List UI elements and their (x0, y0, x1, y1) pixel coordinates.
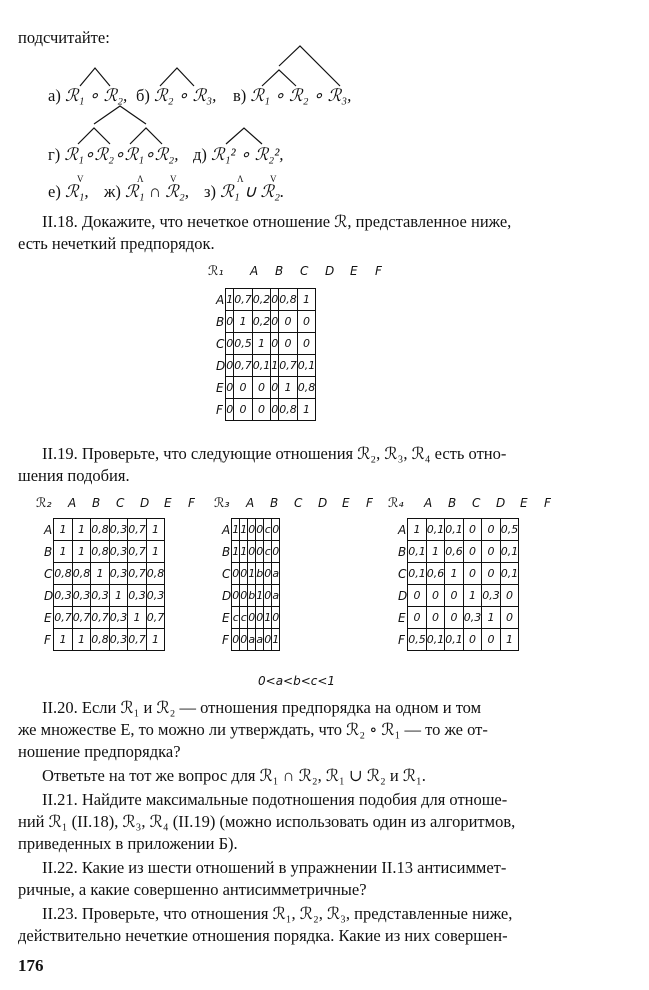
m3-cell: 0 (240, 629, 248, 651)
m4-row (398, 607, 519, 629)
m2-cell: 1 (91, 563, 110, 585)
op-g-label: г) (48, 145, 61, 164)
m3-row-header: B (222, 544, 231, 559)
m2-cell: 0,8 (91, 519, 110, 541)
m3-cell: 0 (256, 541, 264, 563)
m4-cell: 0 (426, 585, 445, 607)
m2-cell: 1 (146, 629, 165, 651)
p21-line2: ний ℛ₁ (II.18), ℛ₃, ℛ₄ (II.19) (можно использовать один из алгоритмов, (18, 812, 516, 831)
m4-cell: 0 (445, 607, 464, 629)
m2-row (44, 519, 165, 541)
op-a (48, 86, 127, 106)
m1-cell: 0,2 (252, 311, 271, 333)
m3-cell: 0 (232, 585, 240, 607)
m3-cell: 0 (272, 607, 280, 629)
m3-cell: a (272, 585, 280, 607)
op-d-label: д) (193, 145, 207, 164)
matrix-r3-note: 0<a<b<c<1 (258, 674, 336, 688)
m1-cell: 0 (279, 311, 298, 333)
p18-line2: есть нечеткий предпорядок. (18, 234, 215, 253)
m3-row (222, 519, 280, 541)
tree-g-right (130, 128, 162, 144)
m3-cell: c (264, 519, 272, 541)
m3-cell: 0 (232, 629, 240, 651)
m2-cell: 0,3 (109, 519, 128, 541)
tree-g-top (94, 106, 146, 124)
m4-cell: 0,6 (445, 541, 464, 563)
m3-cell: 1 (240, 541, 248, 563)
m1-cell: 0 (271, 377, 279, 399)
m2-cell: 1 (128, 607, 147, 629)
m4-row-header: B (398, 544, 407, 559)
m1-cell: 0,8 (297, 377, 316, 399)
m2-row-header: B (44, 544, 53, 559)
m4-cell: 0 (482, 519, 501, 541)
op-b (136, 86, 216, 106)
mark-zh-2: V (170, 174, 177, 184)
m3-cell: 1 (248, 563, 256, 585)
m1-cell: 0,8 (279, 289, 298, 311)
m4-cell: 1 (408, 519, 427, 541)
m1-row-header: B (216, 314, 225, 329)
m3-cell: b (248, 585, 256, 607)
m4-row-header: D (398, 588, 408, 603)
m3-cell: 1 (232, 519, 240, 541)
m2-row (44, 629, 165, 651)
m2-cell: 0,7 (91, 607, 110, 629)
m1-cell: 0 (226, 377, 234, 399)
p23-line2: действительно нечеткие отношения порядка. Какие из них совершен- (18, 926, 508, 945)
m1-cell: 1 (234, 311, 253, 333)
m3-col-2: C (294, 496, 303, 510)
op-e-expr: ℛ₁, (64, 182, 89, 201)
m2-row (44, 607, 165, 629)
m1-row (216, 355, 316, 377)
m4-cell: 0 (463, 541, 482, 563)
m1-row (216, 289, 316, 311)
matrix-r4-name: ℛ₄ (388, 496, 404, 511)
m4-col-1: B (448, 496, 457, 510)
m1-cell: 0,7 (234, 289, 253, 311)
m1-row (216, 377, 316, 399)
matrix-r2-name: ℛ₂ (36, 496, 52, 511)
m4-col-2: C (472, 496, 481, 510)
op-b-label: б) (136, 86, 150, 105)
m2-row (44, 585, 165, 607)
m4-cell: 0,1 (445, 629, 464, 651)
m4-row (398, 629, 519, 651)
op-d-expr: ℛ₁² ∘ ℛ₂², (211, 145, 284, 164)
m2-cell: 0,8 (91, 629, 110, 651)
op-g-expr: ℛ₁∘ℛ₂∘ℛ₁∘ℛ₂, (64, 145, 179, 164)
m2-cell: 0,3 (109, 607, 128, 629)
m1-col-5: F (375, 264, 382, 278)
m1-cell: 0 (226, 333, 234, 355)
m4-row-header: F (398, 632, 405, 647)
op-z-expr: ℛ₁ ∪ ℛ₂. (220, 182, 285, 201)
m2-cell: 1 (72, 629, 91, 651)
m4-cell: 0,5 (500, 519, 519, 541)
tree-b (160, 68, 194, 86)
mark-z-2: V (270, 174, 277, 184)
op-v-expr: ℛ₁ ∘ ℛ₂ ∘ ℛ₃, (250, 86, 352, 105)
m3-cell: 0 (264, 563, 272, 585)
m3-cell: 1 (232, 541, 240, 563)
m2-cell: 0,3 (146, 585, 165, 607)
m1-cell: 0 (252, 399, 271, 421)
m4-cell: 0,1 (426, 519, 445, 541)
m3-cell: 0 (240, 585, 248, 607)
m2-cell: 0,8 (72, 563, 91, 585)
op-e (48, 182, 89, 202)
m1-cell: 0,8 (279, 399, 298, 421)
m4-cell: 0,3 (482, 585, 501, 607)
m1-row (216, 311, 316, 333)
m4-cell: 0 (408, 585, 427, 607)
m3-col-5: F (366, 496, 373, 510)
p21-line3: приведенных в приложении Б). (18, 834, 238, 853)
m2-cell: 1 (146, 541, 165, 563)
m4-cell: 0 (482, 563, 501, 585)
m2-col-0: A (68, 496, 77, 510)
m2-row (44, 563, 165, 585)
m2-cell: 0,8 (91, 541, 110, 563)
m4-cell: 0 (463, 563, 482, 585)
m4-cell: 0,6 (426, 563, 445, 585)
m4-cell: 1 (463, 585, 482, 607)
m2-cell: 0,8 (54, 563, 73, 585)
m1-col-1: B (275, 264, 284, 278)
m1-cell: 0 (234, 377, 253, 399)
m4-cell: 0 (445, 585, 464, 607)
m2-cell: 0,3 (54, 585, 73, 607)
m1-cell: 0 (271, 333, 279, 355)
p23-line1: II.23. Проверьте, что отношения ℛ₁, ℛ₂, ℛ₃, представленные ниже, (42, 904, 513, 923)
m1-cell: 1 (252, 333, 271, 355)
m3-row-header: C (222, 566, 231, 581)
m2-row-header: A (44, 522, 53, 537)
op-g (48, 145, 178, 165)
m1-row-header: E (216, 380, 224, 395)
m3-row (222, 585, 280, 607)
m1-cell: 0 (226, 311, 234, 333)
m2-cell: 1 (72, 519, 91, 541)
m3-row-header: D (222, 588, 232, 603)
m2-row-header: C (44, 566, 53, 581)
p20-line1: II.20. Если ℛ₁ и ℛ₂ — отношения предпорядка на одном и том (42, 698, 482, 717)
page-number: 176 (18, 956, 44, 975)
m1-row (216, 333, 316, 355)
m4-cell: 1 (445, 563, 464, 585)
m3-cell: a (256, 629, 264, 651)
m1-row-header: A (216, 292, 225, 307)
m3-cell: 1 (240, 519, 248, 541)
m3-cell: c (240, 607, 248, 629)
m1-cell: 0,2 (252, 289, 271, 311)
m4-cell: 0,5 (408, 629, 427, 651)
m3-row-header: E (222, 610, 230, 625)
m1-col-2: C (300, 264, 309, 278)
m3-row (222, 629, 280, 651)
m4-row (398, 563, 519, 585)
mark-z-1: Λ (237, 174, 244, 184)
m4-cell: 1 (426, 541, 445, 563)
m1-row-header: D (216, 358, 226, 373)
p19-line2: шения подобия. (18, 466, 130, 485)
m4-cell: 0,1 (500, 563, 519, 585)
m2-cell: 0,3 (128, 585, 147, 607)
m3-cell: 0 (272, 519, 280, 541)
m1-cell: 0,5 (234, 333, 253, 355)
m3-col-1: B (270, 496, 279, 510)
m2-cell: 0,3 (72, 585, 91, 607)
m3-cell: 0 (248, 607, 256, 629)
tree-d (226, 128, 262, 144)
m1-row-header: F (216, 402, 223, 417)
tree-a (80, 68, 110, 86)
op-z-label: з) (204, 182, 217, 201)
m2-col-4: E (164, 496, 172, 510)
m1-cell: 0 (252, 377, 271, 399)
m3-cell: a (248, 629, 256, 651)
m2-cell: 0,7 (128, 519, 147, 541)
m1-cell: 0 (271, 289, 279, 311)
m2-col-2: C (116, 496, 125, 510)
m3-row-header: A (222, 522, 231, 537)
m2-cell: 0,3 (109, 541, 128, 563)
m4-row (398, 519, 519, 541)
m1-col-4: E (350, 264, 358, 278)
m4-col-0: A (424, 496, 433, 510)
m1-cell: 0 (271, 311, 279, 333)
m3-cell: 0 (248, 519, 256, 541)
m4-row (398, 585, 519, 607)
matrix-r3-name: ℛ₃ (214, 496, 230, 511)
m4-cell: 0 (482, 629, 501, 651)
mark-e: V (77, 174, 84, 184)
p20-line2: же множестве E, то можно ли утверждать, что ℛ₂ ∘ ℛ₁ — то же от- (18, 720, 488, 739)
m3-cell: 0 (264, 585, 272, 607)
m4-row (398, 541, 519, 563)
m1-cell: 1 (271, 355, 279, 377)
op-a-label: а) (48, 86, 61, 105)
m3-cell: 0 (248, 541, 256, 563)
p20-line4: Ответьте на тот же вопрос для ℛ₁ ∩ ℛ₂, ℛ₁ ∪ ℛ₂ и ℛ₁. (42, 766, 426, 785)
op-a-expr: ℛ₁ ∘ ℛ₂, (64, 86, 128, 105)
m2-cell: 0,7 (146, 607, 165, 629)
m3-cell: 0 (264, 629, 272, 651)
op-zh-expr: ℛ₁ ∩ ℛ₂, (125, 182, 190, 201)
m4-cell: 0 (408, 607, 427, 629)
p18-line1: II.18. Докажите, что нечеткое отношение ℛ, представленное ниже, (42, 212, 512, 231)
matrix-r1-table (216, 288, 316, 421)
m4-cell: 0,1 (426, 629, 445, 651)
op-v-label: в) (233, 86, 247, 105)
m1-cell: 1 (297, 289, 316, 311)
m1-cell: 0 (234, 399, 253, 421)
m2-row-header: E (44, 610, 52, 625)
op-v (233, 86, 351, 106)
m3-cell: 0 (256, 607, 264, 629)
m4-cell: 0,3 (463, 607, 482, 629)
m4-cell: 0,1 (408, 563, 427, 585)
m1-col-0: A (250, 264, 259, 278)
m2-cell: 1 (109, 585, 128, 607)
m2-cell: 1 (54, 541, 73, 563)
m3-cell: 1 (256, 585, 264, 607)
p22-line2: ричные, а какие совершенно антисимметричные? (18, 880, 367, 899)
m2-col-1: B (92, 496, 101, 510)
m1-cell: 0,1 (297, 355, 316, 377)
m3-row (222, 541, 280, 563)
m3-cell: 0 (272, 541, 280, 563)
m2-row (44, 541, 165, 563)
m1-cell: 1 (297, 399, 316, 421)
m4-row-header: E (398, 610, 406, 625)
m2-cell: 1 (146, 519, 165, 541)
m2-cell: 0,3 (109, 563, 128, 585)
m4-col-4: E (520, 496, 528, 510)
m2-cell: 1 (72, 541, 91, 563)
mark-zh-1: Λ (137, 174, 144, 184)
m3-row-header: F (222, 632, 229, 647)
m4-row-header: C (398, 566, 407, 581)
m1-row (216, 399, 316, 421)
m4-cell: 0 (463, 629, 482, 651)
m1-cell: 0 (279, 333, 298, 355)
m2-col-3: D (140, 496, 150, 510)
m3-cell: c (264, 541, 272, 563)
m1-cell: 0 (226, 399, 234, 421)
m4-cell: 0,1 (445, 519, 464, 541)
matrix-r1-name: ℛ₁ (208, 264, 224, 279)
m1-cell: 1 (279, 377, 298, 399)
m3-col-0: A (246, 496, 255, 510)
m4-col-5: F (544, 496, 551, 510)
op-b-expr: ℛ₂ ∘ ℛ₃, (154, 86, 217, 105)
op-z (204, 182, 284, 202)
m4-cell: 0 (500, 585, 519, 607)
p19-line1: II.19. Проверьте, что следующие отношения ℛ₂, ℛ₃, ℛ₄ есть отно- (42, 444, 507, 463)
p21-line1: II.21. Найдите максимальные подотношения подобия для отноше- (42, 790, 508, 809)
m2-cell: 0,7 (128, 541, 147, 563)
m3-cell: 0 (232, 563, 240, 585)
intro-text: подсчитайте: (18, 28, 110, 47)
m3-cell: 1 (264, 607, 272, 629)
m4-cell: 1 (482, 607, 501, 629)
tree-g-left (78, 128, 110, 144)
m3-row (222, 563, 280, 585)
matrix-r4-table (398, 518, 519, 651)
m1-row-header: C (216, 336, 225, 351)
m4-cell: 0 (426, 607, 445, 629)
m1-cell: 0,1 (252, 355, 271, 377)
p20-line3: ношение предпорядка? (18, 742, 181, 761)
m2-cell: 0,3 (91, 585, 110, 607)
m2-cell: 0,7 (128, 629, 147, 651)
op-e-label: е) (48, 182, 61, 201)
m1-cell: 0 (297, 311, 316, 333)
matrix-r2-table (44, 518, 165, 651)
m3-cell: a (272, 563, 280, 585)
m1-cell: 0,7 (234, 355, 253, 377)
m1-cell: 0 (297, 333, 316, 355)
m4-cell: 0,1 (408, 541, 427, 563)
m4-col-3: D (496, 496, 506, 510)
m2-cell: 0,7 (128, 563, 147, 585)
m2-cell: 1 (54, 519, 73, 541)
m2-cell: 0,3 (109, 629, 128, 651)
m4-cell: 0 (482, 541, 501, 563)
m2-cell: 0,7 (72, 607, 91, 629)
m1-cell: 0,7 (279, 355, 298, 377)
m3-cell: 1 (272, 629, 280, 651)
op-d (193, 145, 284, 165)
m1-cell: 0 (226, 355, 234, 377)
m1-cell: 0 (271, 399, 279, 421)
m4-cell: 0,1 (500, 541, 519, 563)
m2-col-5: F (188, 496, 195, 510)
m4-cell: 0 (463, 519, 482, 541)
tree-v-outer (279, 46, 340, 86)
m3-cell: 0 (240, 563, 248, 585)
m4-cell: 0 (500, 607, 519, 629)
m2-cell: 0,8 (146, 563, 165, 585)
m2-row-header: D (44, 588, 54, 603)
m2-cell: 1 (54, 629, 73, 651)
m3-cell: b (256, 563, 264, 585)
m3-row (222, 607, 280, 629)
op-zh (104, 182, 189, 202)
m3-col-3: D (318, 496, 328, 510)
matrix-r3-table (222, 518, 280, 651)
p22-line1: II.22. Какие из шести отношений в упражнении II.13 антисиммет- (42, 858, 507, 877)
m3-cell: c (232, 607, 240, 629)
m1-cell: 1 (226, 289, 234, 311)
m2-cell: 0,7 (54, 607, 73, 629)
m4-row-header: A (398, 522, 407, 537)
tree-v-inner (262, 70, 296, 86)
op-zh-label: ж) (104, 182, 121, 201)
m1-col-3: D (325, 264, 335, 278)
m3-col-4: E (342, 496, 350, 510)
m3-cell: 0 (256, 519, 264, 541)
m4-cell: 1 (500, 629, 519, 651)
m2-row-header: F (44, 632, 51, 647)
